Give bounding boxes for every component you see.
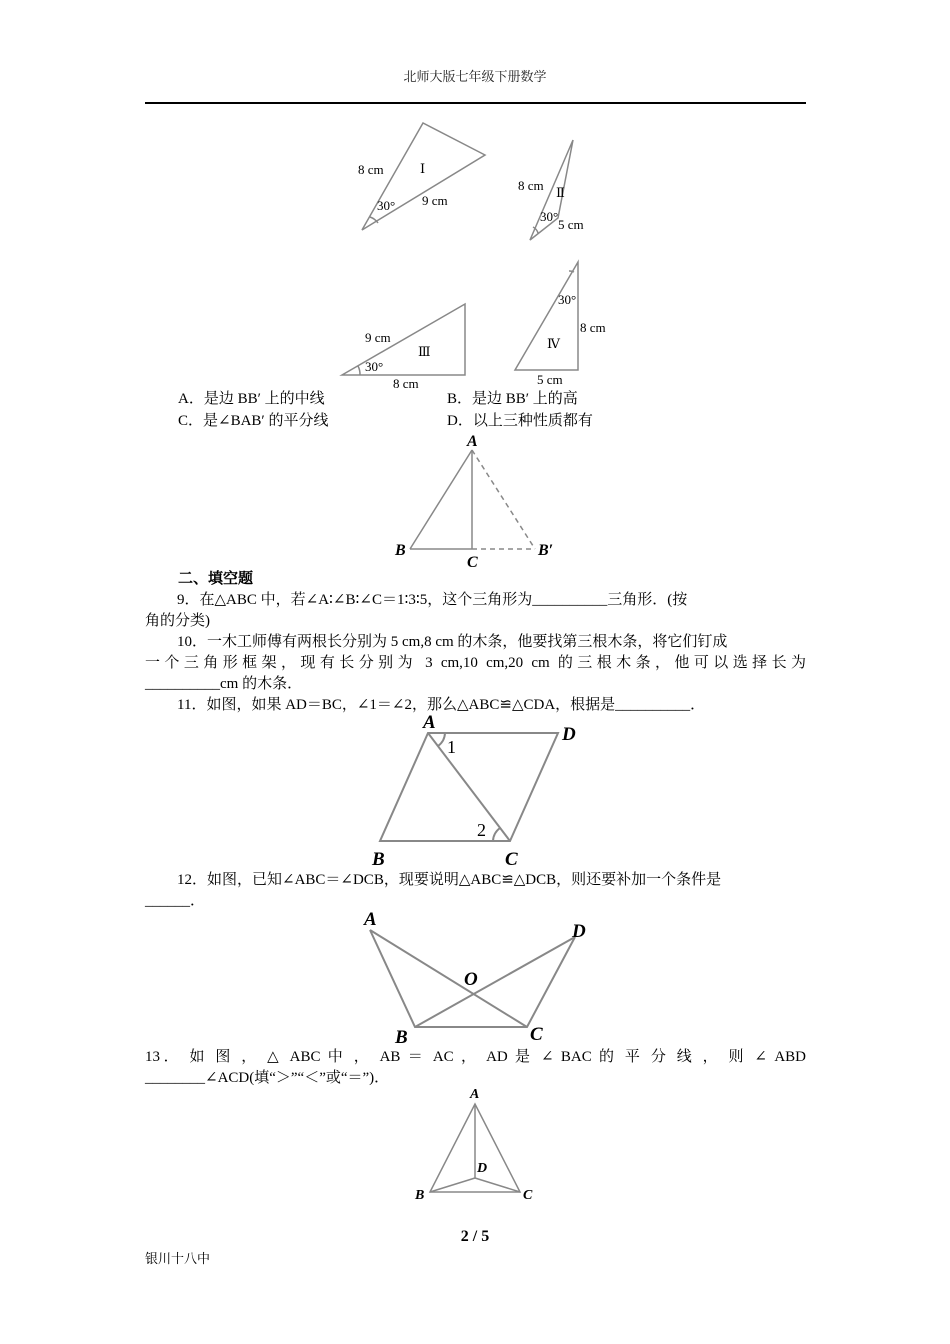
t2-side-a: 8 cm	[518, 178, 544, 193]
t3-angle: 30°	[365, 359, 384, 374]
t1-angle: 30°	[377, 198, 396, 213]
q9-line2: 角的分类)	[145, 613, 210, 629]
q12-point-o: O	[464, 969, 478, 990]
q8-point-b: B	[395, 542, 406, 559]
t4-side-a: 8 cm	[580, 320, 606, 335]
q11-angle-1: 1	[447, 737, 456, 757]
q11-text: 11．如图，如果 AD＝BC，∠1＝∠2，那么△ABC≌△CDA，根据是__________．	[177, 697, 706, 713]
q12-point-b: B	[395, 1027, 408, 1048]
triangles-figure	[330, 115, 630, 395]
q10-line3: __________cm 的木条．	[145, 676, 303, 692]
header-rule	[145, 102, 806, 104]
triangle-3	[342, 304, 465, 375]
q11-point-c: C	[505, 849, 518, 870]
q12-line2: ______．	[145, 893, 206, 909]
q10-line1: 10．一木工师傅有两根长分别为 5 cm,8 cm 的木条，他要找第三根木条，将它们钉成	[177, 634, 728, 650]
t4-side-b: 5 cm	[537, 372, 563, 387]
q8-option-d: D．以上三种性质都有	[447, 413, 593, 429]
t4-label: Ⅳ	[547, 336, 560, 351]
q13-figure	[410, 1084, 545, 1209]
t4-angle: 30°	[558, 292, 577, 307]
t2-label: Ⅱ	[556, 185, 565, 200]
q8-option-a: A．是边 BB′ 上的中线	[178, 391, 325, 407]
q11-point-b: B	[372, 849, 385, 870]
q13-line2: ________∠ACD(填“＞”“＜”或“＝”)．	[145, 1070, 390, 1086]
q11-point-a: A	[423, 712, 436, 733]
q13-point-a: A	[470, 1087, 480, 1102]
t3-side-b: 8 cm	[393, 376, 419, 391]
q13-point-d: D	[477, 1161, 488, 1176]
q13-point-c: C	[523, 1188, 533, 1203]
q8-option-b: B．是边 BB′ 上的高	[447, 391, 578, 407]
t1-side-a: 8 cm	[358, 162, 384, 177]
q11-point-d: D	[562, 724, 576, 745]
t1-side-b: 9 cm	[422, 193, 448, 208]
q8-point-c: C	[467, 554, 478, 568]
page-header: 北师大版七年级下册数学	[403, 69, 547, 84]
q13-line1: 13． 如 图 ， △ ABC 中 ， AB ＝ AC ， AD 是 ∠ BAC 的 平 分 线 ， 则 ∠ ABD	[145, 1049, 806, 1065]
t2-angle: 30°	[540, 209, 559, 224]
t3-label: Ⅲ	[418, 344, 431, 359]
footer-school: 银川十八中	[145, 1251, 211, 1266]
t3-side-a: 9 cm	[365, 330, 391, 345]
q12-figure	[355, 900, 605, 1050]
q12-point-d: D	[572, 921, 586, 942]
q8-figure	[390, 428, 560, 568]
q11-angle-2: 2	[477, 820, 486, 840]
q13-point-b: B	[415, 1188, 425, 1203]
q12-point-a: A	[364, 909, 377, 930]
triangle-4	[515, 262, 578, 370]
page-number: 2 / 5	[460, 1228, 490, 1245]
t1-label: Ⅰ	[420, 161, 426, 176]
q12-point-c: C	[530, 1024, 543, 1045]
q9-line1: 9．在△ABC 中，若∠A∶∠B∶∠C＝1∶3∶5，这个三角形为__________三角形．(按	[177, 592, 688, 608]
q12-line1: 12．如图，已知∠ABC＝∠DCB，现要说明△ABC≌△DCB，则还要补加一个条件是	[177, 872, 722, 888]
q11-figure	[365, 708, 595, 870]
t2-side-b: 5 cm	[558, 217, 584, 232]
q8-option-c: C．是∠BAB′ 的平分线	[178, 413, 329, 429]
section-2-title: 二、填空题	[178, 571, 254, 587]
q10-line2: 一个三角形框架，现有长分别为 3 cm,10 cm,20 cm 的三根木条，他可以选择长为	[145, 655, 806, 671]
q8-point-a: A	[467, 433, 478, 450]
q8-point-bp: B′	[538, 542, 554, 559]
